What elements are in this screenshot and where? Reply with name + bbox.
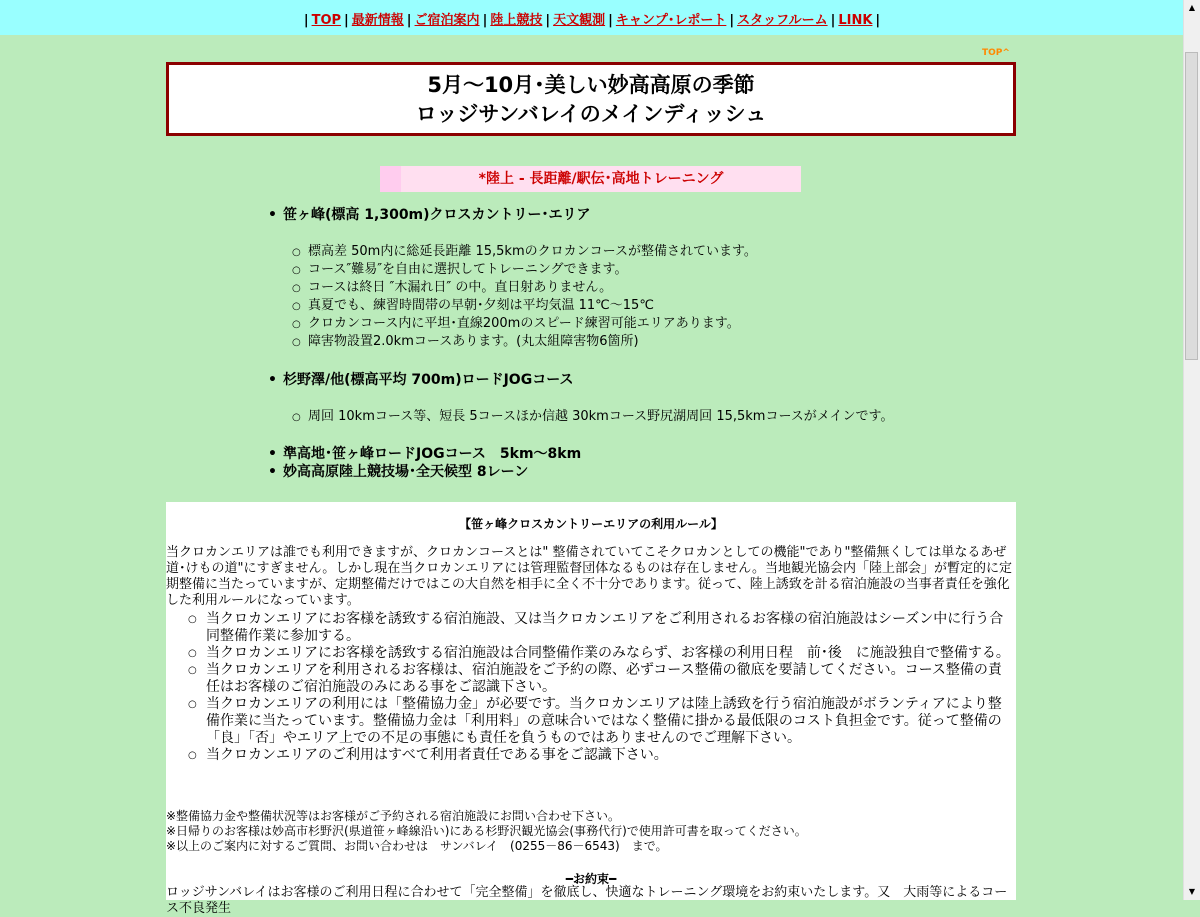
item-heading: 笹ヶ峰(標高 1,300m)クロスカントリー･エリア bbox=[283, 207, 591, 223]
circle-bullet-icon: ○ bbox=[292, 283, 301, 294]
bullet-icon: • bbox=[268, 207, 277, 223]
page-title-box bbox=[166, 62, 1016, 136]
list-item bbox=[268, 463, 528, 481]
circle-bullet-icon: ○ bbox=[292, 319, 301, 330]
promise-text: ロッジサンバレイはお客様のご利用日程に合わせて「完全整備」を徹底し、快適なトレーニング環境をお約束いたします。又 大雨等によるコース不良発生 bbox=[166, 885, 1008, 916]
note-line: ※日帰りのお客様は妙高市杉野沢(県道笹ヶ峰線沿い)にある杉野沢観光協会(事務代行)で使用許可書を取ってください。 bbox=[166, 824, 807, 838]
scroll-down-arrow-icon[interactable]: ▼ bbox=[1184, 884, 1200, 900]
nav-separator: | bbox=[729, 13, 735, 28]
nav-link-5[interactable]: キャンプ･レポート bbox=[615, 13, 727, 28]
section-heading: *陸上 - 長距離/駅伝･高地トレーニング bbox=[380, 166, 801, 192]
sub-list-item: ○ 真夏でも、練習時間帯の早朝･夕刻は平均気温 11℃～15℃ bbox=[292, 297, 654, 316]
usage-rules-panel bbox=[166, 502, 1016, 916]
sub-list-item: ○ 標高差 50m内に総延長距離 15,5kmのクロカンコースが整備されています。 bbox=[292, 243, 757, 262]
nav-separator: | bbox=[830, 13, 836, 28]
nav-link-2[interactable]: ご宿泊案内 bbox=[414, 13, 480, 28]
sub-list-item: ○ 障害物設置2.0kmコースあります。(丸太組障害物6箇所) bbox=[292, 333, 639, 352]
rules-notes bbox=[166, 809, 1016, 854]
nav-link-7[interactable]: LINK bbox=[838, 13, 873, 28]
nav-separator: | bbox=[875, 13, 881, 28]
list-item bbox=[268, 371, 574, 389]
rule-item: ○ 当クロカンエリアにお客様を誘致する宿泊施設、又は当クロカンエリアをご利用されるお客様の宿泊施設はシーズン中に行う合同整備作業に参加する。 bbox=[188, 611, 1014, 645]
rule-item: ○ 当クロカンエリアの利用には「整備協力金」が必要です。当クロカンエリアは陸上誘致を行う宿泊施設がボランティアにより整備作業に当たっています。整備協力金は「利用料」の意味合いではなく整備に掛かる最低限のコスト負担金です。従って整備の「良」「否」やエリア上での不足の事態にも責任を負うものではありませんのでご理解下さい。 bbox=[188, 696, 1014, 747]
item-heading: 杉野澤/他(標高平均 700m)ロードJOGコース bbox=[283, 372, 574, 388]
item-heading: 準高地･笹ヶ峰ロードJOGコース 5km～8km bbox=[283, 446, 582, 462]
nav-separator: | bbox=[608, 13, 613, 28]
note-line: ※以上のご案内に対するご質問、お問い合わせは サンバレイ (0255－86－6543) まで。 bbox=[166, 839, 668, 853]
sub-list-item: ○ クロカンコース内に平坦･直線200mのスピード練習可能エリアあります。 bbox=[292, 315, 740, 334]
nav-link-3[interactable]: 陸上競技 bbox=[490, 13, 543, 28]
note-line: ※整備協力金や整備状況等はお客様がご予約される宿泊施設にお問い合わせ下さい。 bbox=[166, 809, 621, 823]
nav-separator: | bbox=[482, 13, 488, 28]
rule-item: ○ 当クロカンエリアのご利用はすべて利用者責任である事をご認識下さい。 bbox=[188, 747, 1014, 764]
circle-bullet-icon: ○ bbox=[292, 301, 301, 312]
promise-title: ━お約束━ bbox=[565, 872, 617, 886]
vertical-scrollbar[interactable] bbox=[1183, 0, 1200, 900]
page-title-line2: ロッジサンバレイのメインディッシュ bbox=[415, 102, 767, 126]
sub-list-item: ○ 周回 10kmコース等、短長 5コースほか信越 30kmコース野尻湖周回 15,5kmコースがメインです。 bbox=[292, 408, 894, 427]
circle-bullet-icon: ○ bbox=[292, 412, 301, 423]
bullet-icon: • bbox=[268, 446, 277, 462]
circle-bullet-icon: ○ bbox=[292, 265, 301, 276]
top-navigation bbox=[0, 0, 1184, 35]
bullet-icon: • bbox=[268, 372, 277, 388]
nav-link-1[interactable]: 最新情報 bbox=[351, 13, 404, 28]
list-item bbox=[268, 445, 581, 463]
nav-separator: | bbox=[344, 13, 349, 28]
rules-title: 【笹ヶ峰クロスカントリーエリアの利用ルール】 bbox=[459, 517, 723, 531]
sub-list-item: ○ コース″難易″を自由に選択してトレーニングできます。 bbox=[292, 261, 628, 280]
page-title-line1: 5月～10月･美しい妙高高原の季節 bbox=[427, 73, 755, 97]
rules-intro: 当クロカンエリアは誰でも利用できますが、クロカンコースとは" 整備されていてこそクロカンとしての機能"であり"整備無くしては単なるあぜ道･けもの道"にすぎません。しかし現在当クロカンエリアには管理監督団体なるものは存在しません。当地観光協会内「陸上部会」が暫定的に定期整備に当たっていますが、定期整備だけではこの大自然を相手に全く不十分であります。従って、陸上誘致を計る宿泊施設の当事者責任を強化した利用ルールになっています。 bbox=[166, 545, 1013, 608]
bullet-icon: • bbox=[268, 464, 277, 480]
rule-item: ○ 当クロカンエリアを利用されるお客様は、宿泊施設をご予約の際、必ずコース整備の徹底を要請してください。コース整備の責任はお客様のご宿泊施設のみにある事をご認識下さい。 bbox=[188, 662, 1014, 696]
nav-link-6[interactable]: スタッフルーム bbox=[737, 13, 828, 28]
nav-separator: | bbox=[303, 13, 309, 28]
scrollbar-thumb[interactable] bbox=[1185, 52, 1198, 360]
circle-bullet-icon: ○ bbox=[292, 247, 301, 258]
nav-separator: | bbox=[406, 13, 412, 28]
rules-list bbox=[188, 611, 1014, 764]
sub-list-item: ○ コースは終日 ″木漏れ日″ の中。直日射ありません。 bbox=[292, 279, 612, 298]
list-item bbox=[268, 206, 591, 224]
nav-separator: | bbox=[545, 13, 551, 28]
circle-bullet-icon: ○ bbox=[292, 337, 301, 348]
rule-item: ○ 当クロカンエリアにお客様を誘致する宿泊施設は合同整備作業のみならず、お客様の利用日程 前･後 に施設独自で整備する。 bbox=[188, 645, 1014, 662]
nav-link-4[interactable]: 天文観測 bbox=[553, 13, 606, 28]
scroll-up-arrow-icon[interactable]: ▲ bbox=[1184, 0, 1200, 16]
nav-link-0[interactable]: TOP bbox=[311, 13, 342, 28]
top-anchor-link[interactable]: TOP^ bbox=[982, 48, 1010, 58]
item-heading: 妙高高原陸上競技場･全天候型 8レーン bbox=[283, 464, 529, 480]
